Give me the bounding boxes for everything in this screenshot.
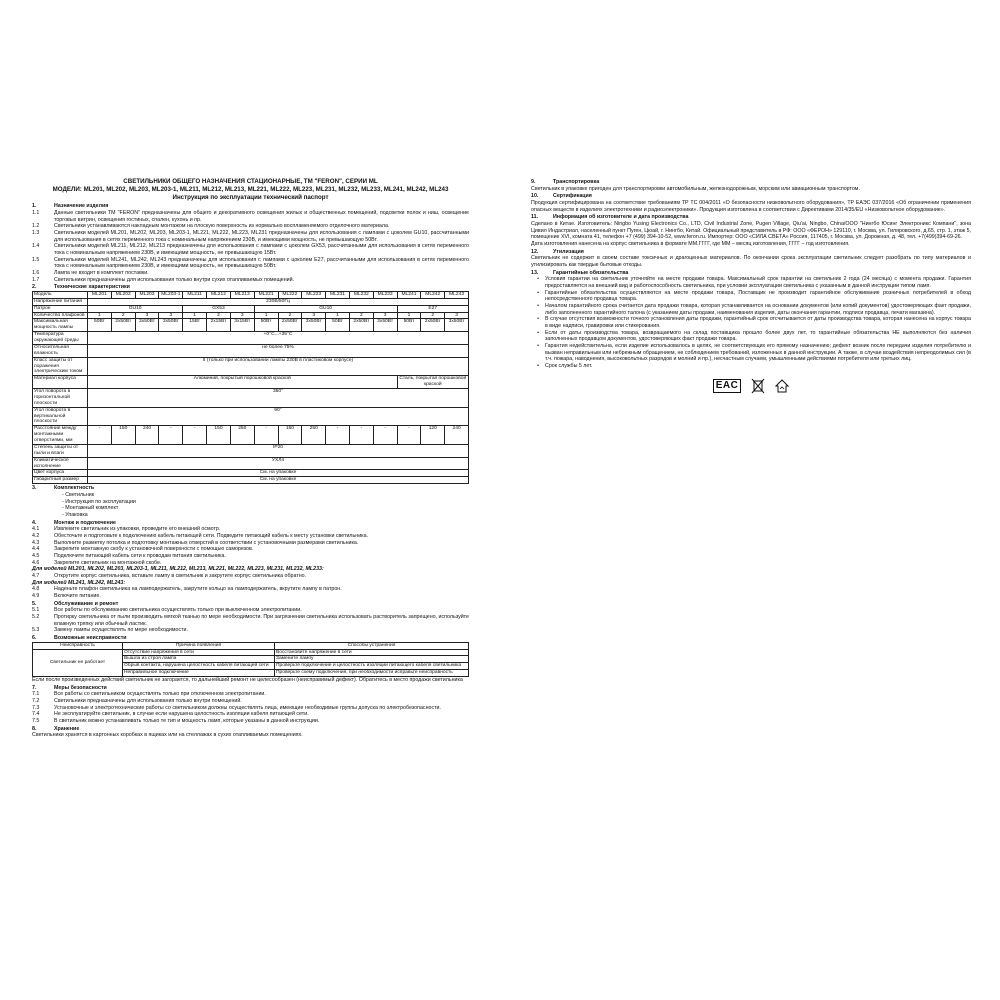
- item-text: Все работы по обслуживанию светильника осуществлять только при выключенном электропитании.: [54, 607, 302, 614]
- table-cell: -: [159, 426, 183, 445]
- bullet-icon: •: [537, 329, 539, 336]
- item-number: 7.3: [32, 704, 40, 711]
- table-cell: 2: [207, 312, 231, 319]
- table-cell: 3: [302, 312, 326, 319]
- table-cell: 2х15Вт: [207, 319, 231, 332]
- title-models: МОДЕЛИ: ML201, ML202, ML203, ML203-1, ML211, ML212, ML213, ML221, ML222, ML223, ML231, ML232, ML233, ML241, ML242, ML243: [52, 186, 449, 194]
- table-cell: -: [183, 426, 207, 445]
- table-cell: 1: [254, 312, 278, 319]
- table-row: Габаритный размер См. на упаковке: [33, 477, 469, 484]
- item-text: Закрепите светильник на монтажной скобе.: [54, 559, 162, 566]
- table-cell: 2х50Вт: [111, 319, 135, 332]
- table-row: Степень защиты от пыли и влаги IP20: [33, 444, 469, 457]
- item-number: 1.3: [32, 229, 40, 236]
- list-item: [531, 276, 971, 289]
- list-item: 4.8 Наденьте плафон светильника на ламподержатель, закрутите кольцо на ламподержатель, вкрутите лампу в патрон.: [32, 586, 342, 593]
- table-cell: 250: [230, 426, 254, 445]
- row-label: Количество плафонов: [33, 312, 88, 319]
- table-cell: -: [254, 426, 278, 445]
- item-text: Установочные и электротехнические работы со светильником должны осуществлять лица, имеющие необходимые группы допуска по электробезопасности.: [54, 704, 441, 711]
- list-item: [531, 290, 971, 303]
- models-note: Для моделей ML241, ML242, ML243:: [32, 579, 126, 586]
- table-row: Цвет корпуса См. на упаковке: [33, 470, 469, 477]
- column-header: ML223: [302, 291, 326, 298]
- table-cell: 1: [326, 312, 350, 319]
- table-cell: 1: [88, 312, 112, 319]
- section-heading: 2. Технические характеристики: [32, 284, 130, 291]
- table-cell: 2х50Вт: [421, 319, 445, 332]
- table-row: Светильник не работает Отсутствие напряжения в сети Восстановите напряжение в сети: [33, 649, 469, 656]
- list-item: [531, 303, 971, 316]
- section-5-items: [32, 607, 469, 634]
- item-number: 7.2: [32, 698, 40, 705]
- column-header: ML242: [421, 291, 445, 298]
- specs-table: [32, 291, 469, 484]
- list-item: - Светильник: [62, 491, 95, 498]
- item-text: Светильники моделей ML201, ML202, ML203, ML203-1, ML221, ML222, ML223, ML231 предназначены для использования с лампами с цоколем GU10, рассчитанными для использования в сетях переменного тока с номинальным напряжением 230В, и имеющими мощность, не превышающую 50Вт.: [54, 229, 469, 243]
- table-row: [33, 319, 469, 332]
- section-7-items: [32, 691, 469, 724]
- recycle-house-icon: [775, 379, 789, 393]
- section-heading: 3. Комплектность: [32, 485, 95, 492]
- models-note: Для моделей ML201, ML202, ML203, ML203-1, ML211, ML212, ML213, ML221, ML222, ML223, ML231, ML232, ML233:: [32, 566, 324, 573]
- section-4-items: [32, 526, 469, 566]
- table-cell: -: [397, 426, 421, 445]
- section-1-items: [32, 210, 469, 283]
- item-number: 5.1: [32, 607, 40, 614]
- column-header: ML203: [135, 291, 159, 298]
- table-cell: -: [349, 426, 373, 445]
- item-text: В светильник можно устанавливать только те тип и мощность ламп, которые указаны в данной инструкции.: [54, 718, 320, 725]
- warranty-text: Если от даты производства товара, возвращаемого на склад поставщика прошло более двух лет, то гарантийные обязательства НЕ выполняются без наличия заполненных продавцом документов, удостоверяющих факт продажи товара.: [545, 329, 971, 343]
- item-number: 4.4: [32, 546, 40, 553]
- warranty-text: Гарантийные обязательства осуществляются на месте продажи товара, Поставщик не производит гарантийное обслуживание розничных потребителей в обход непосредственного продавца товара.: [545, 289, 971, 303]
- warranty-list: [531, 276, 971, 369]
- table-row: [33, 291, 469, 298]
- table-row: Патрон GU10 GX53 GU10 E27: [33, 305, 469, 312]
- bullet-icon: •: [537, 276, 539, 283]
- item-number: 1.2: [32, 223, 40, 230]
- table-cell: 3х50Вт: [159, 319, 183, 332]
- storage-text: Светильники хранятся в картонных коробках в ящиках или на стеллажах в сухих отапливаемых помещениях.: [32, 732, 303, 739]
- table-cell: 120: [421, 426, 445, 445]
- table-cell: 50Вт: [397, 319, 421, 332]
- table-cell: 2: [421, 312, 445, 319]
- table-cell: 3х50Вт: [445, 319, 469, 332]
- list-item: - Упаковка: [62, 511, 88, 518]
- section-heading: 6. Возможные неисправности: [32, 634, 127, 641]
- warranty-text: В случае отсутствия возможности точного установления даты продажи, гарантийный срок отсчитывается от даты производства товара, которая нанесена на корпус товара в виде надписи, гравировки или стикерования.: [545, 316, 971, 330]
- section-heading: 1. Назначение изделия: [32, 203, 109, 210]
- table-row: Температура окружающей среды +0°С...+35°С: [33, 332, 469, 345]
- title-line: СВЕТИЛЬНИКИ ОБЩЕГО НАЗНАЧЕНИЯ СТАЦИОНАРНЫЕ, ТМ "FERON", СЕРИИ ML: [123, 178, 378, 185]
- item-text: Лампа не входит в комплект поставки.: [54, 269, 149, 276]
- table-cell: 3: [373, 312, 397, 319]
- table-cell: 3х50Вт: [302, 319, 326, 332]
- item-number: 5.2: [32, 613, 40, 620]
- item-text: Закрепите монтажную скобу к установочной поверхности с помощью саморезов.: [54, 546, 254, 553]
- faults-table: [32, 642, 469, 677]
- table-row: Класс защиты от поражения электрическим током II (только при использовании лампы 230В в пластиковом корпусе): [33, 357, 469, 376]
- item-number: 7.5: [32, 718, 40, 725]
- list-item: [531, 363, 971, 370]
- item-number: 1.6: [32, 269, 40, 276]
- bullet-icon: •: [537, 289, 539, 296]
- disposal-text: Светильник не содержит в своем составе токсичных и драгоценных материалов. По окончании срока эксплуатации светильник следует разобрать по типу материалов и утилизировать как твердые бытовые отходы.: [531, 255, 971, 269]
- title-subtitle: Инструкция по эксплуатации технический паспорт: [172, 194, 329, 202]
- bullet-icon: •: [537, 303, 539, 310]
- table-cell: 3х15Вт: [230, 319, 254, 332]
- table-row: Напряжение питания 230В/50Гц: [33, 298, 469, 305]
- table-row: [33, 426, 469, 445]
- item-number: 4.1: [32, 526, 40, 533]
- item-number: 4.6: [32, 559, 40, 566]
- transport-text: Светильник в упаковке пригоден для транспортировки автомобильным, железнодорожным, морским или авиационным транспортом.: [531, 185, 860, 192]
- table-row: Угол поворота в горизонтальной плоскости 350°: [33, 389, 469, 408]
- document-title: [32, 178, 469, 202]
- list-item: [32, 230, 469, 243]
- bullet-icon: •: [537, 343, 539, 350]
- warranty-text: Гарантия недействительна, если изделие использовалось в целях, не соответствующих его прямому назначению; дефект возник после передачи изделия потребителю и вызван неправильным или небрежным обращением, не соблюдением требований, изложенных в данной инструкции. А также, в случае воздействия непреодолимых сил (в т.ч. пожара, наводнения, высоковольтных разрядов и молний и пр.), несчастным случаем, умышленными действиями потребителя или третьих лиц.: [545, 343, 971, 363]
- column-header: ML213: [230, 291, 254, 298]
- column-header: ML232: [349, 291, 373, 298]
- item-text: Светильники устанавливаются накладным монтажом на плоскую поверхность из нормально воспламеняемого отделочного материала.: [54, 223, 390, 230]
- section-heading: 10. Сертификация: [531, 193, 592, 200]
- manufacturer-text: Сделано в Китае. Изготовитель: Ningbo Yusing Electronics Co., LTD, Civil Industrial Zone, Pugen Village, Qiu'ai, Ningbo, China/ООО "Нингбо Юсинг Электроникс Компани", зона Цивил Индастриал, населенный пункт Пуген, Цюай, г. Нингбо, Китай. Официальный представитель в РФ: ООО «ФЕРОН» 129110, г. Москва, ул. Гиляровского, д.65, стр. 1, этаж 5, помещение XVI, комната 41, телефон +7 (499) 394-10-52, www.feron.ru. Импортер: ООО «СИЛА СВЕТА» Россия, 117405, г. Москва, ул. Дорожная, д. 48, тел. +7(499)394-69-26.: [531, 221, 971, 241]
- item-number: 5.3: [32, 627, 40, 634]
- item-number: 7.4: [32, 711, 40, 718]
- table-cell: 2х50Вт: [349, 319, 373, 332]
- list-item: 4.7 Открутите корпус светильника, вставьте лампу в светильник и закрутите корпус светильника обратно.: [32, 572, 307, 579]
- list-item: [32, 526, 469, 533]
- column-header: ML201: [88, 291, 112, 298]
- item-number: 1.7: [32, 276, 40, 283]
- item-text: Не эксплуатируйте светильник, в случае если нарушена целостность изоляции кабеля питающей сети.: [54, 711, 309, 718]
- item-text: Выполните разметку потолка и подготовку монтажных отверстий в соответствии с установочными размерами светильника.: [54, 539, 359, 546]
- list-item: [32, 718, 469, 725]
- column-header: ML212: [207, 291, 231, 298]
- warranty-text: Началом гарантийного срока считается дата продажи товара, которая устанавливается на основании документов (или копий документов) удостоверяющих факт продажи, либо заполненного гарантийного талона (с указанием даты продажи, наименования изделия, даты окончания гарантии, подписи продавца, печати магазина).: [545, 303, 971, 316]
- table-cell: 3: [135, 312, 159, 319]
- table-cell: -: [373, 426, 397, 445]
- eac-mark-icon: EAC: [713, 379, 742, 394]
- table-cell: 1: [183, 312, 207, 319]
- item-number: 1.1: [32, 209, 40, 216]
- list-item: [32, 698, 469, 705]
- table-cell: 240: [445, 426, 469, 445]
- table-cell: 3х50Вт: [373, 319, 397, 332]
- table-cell: 3: [230, 312, 254, 319]
- table-row: Обрыв контакта, нарушена целостность кабеля питающей сети Проверьте подключение и целостность изоляции питающего кабеля светильника: [33, 663, 469, 670]
- row-label: Расстояние между монтажными отверстиями, мм: [33, 426, 88, 445]
- table-cell: 2х50Вт: [278, 319, 302, 332]
- list-item: [531, 343, 971, 363]
- column-header: ML231: [326, 291, 350, 298]
- table-cell: 1: [397, 312, 421, 319]
- column-header: ML211: [183, 291, 207, 298]
- table-cell: 50Вт: [326, 319, 350, 332]
- table-row: Неправильное подключение Проверьте схему подключения, при необходимости исправьте неисправность: [33, 670, 469, 677]
- column-header: ML241: [397, 291, 421, 298]
- list-item: [32, 210, 469, 223]
- crossed-bin-icon: [751, 378, 765, 394]
- table-cell: 150: [111, 426, 135, 445]
- table-cell: 2: [278, 312, 302, 319]
- item-text: Светильники предназначены для использования только внутри сухих отапливаемых помещений.: [54, 276, 295, 283]
- table-cell: 3: [159, 312, 183, 319]
- warranty-text: Условия гарантии на светильник уточняйте на месте продажи товара. Максимальный срок гарантии на светильник 2 года (24 месяца) с момента продажи. Гарантия предоставляется на внешний вид и работоспособность светильника, при условии эксплуатации светильника с указанным в данной инструкции типом ламп.: [545, 276, 971, 290]
- section-heading: 5. Обслуживание и ремонт: [32, 600, 119, 607]
- column-header: ML233: [373, 291, 397, 298]
- table-cell: 2: [111, 312, 135, 319]
- kit-list: [32, 492, 469, 519]
- table-cell: 50Вт: [88, 319, 112, 332]
- table-row: Относительная влажность не более 75%: [33, 344, 469, 357]
- item-text: Протирку светильника от пыли производить мягкой тканью по мере необходимости. При загрязнении светильника использовать растворитель запрещено, используйте влажную тряпку или обычный ластик.: [54, 613, 469, 627]
- section-heading: 8. Хранение: [32, 725, 80, 732]
- list-item: [32, 553, 469, 560]
- table-cell: -: [326, 426, 350, 445]
- bullet-icon: •: [537, 363, 539, 370]
- item-number: 7.1: [32, 691, 40, 698]
- table-cell: 2: [349, 312, 373, 319]
- warranty-text: Срок службы 5 лет.: [545, 363, 593, 370]
- list-item: [32, 546, 469, 553]
- section-heading: 11. Информация об изготовителе и дата производства: [531, 214, 689, 221]
- column-header: ML243: [445, 291, 469, 298]
- item-text: Обесточьте и подготовьте к подключению кабель питающей сети. Подведите питающий кабель к месту установки светильника.: [54, 532, 369, 539]
- table-row: Климатическое исполнение УХЛ4: [33, 457, 469, 470]
- list-item: [531, 316, 971, 329]
- list-item: - Инструкция по эксплуатации: [62, 498, 136, 505]
- section-heading: 7. Меры безопасности: [32, 684, 107, 691]
- item-number: 4.2: [32, 532, 40, 539]
- item-text: Все работы со светильником осуществлять только при отключенном электропитании.: [54, 691, 266, 698]
- list-item: [32, 607, 469, 614]
- table-cell: 240: [135, 426, 159, 445]
- right-column: [531, 178, 971, 394]
- section-heading: 12. Утилизация: [531, 248, 584, 255]
- date-note: Дата изготовления нанесена на корпус светильника в формате ММ.ГГГГ, где ММ – месяц изготовления, ГГГГ – год изготовления.: [531, 241, 850, 248]
- certification-text: Продукция сертифицирована на соответствие требованиям ТР ТС 004/2011 «О безопасности низковольтного оборудования», ТР ЕАЭС 037/2016 «Об ограничении применения опасных веществ в изделиях электротехники и радиоэлектроники». Продукция изготовлена в соответствии с Директивами 2014/35/EU «Низковольтное оборудование».: [531, 200, 971, 213]
- column-header: Модель: [33, 291, 88, 298]
- table-cell: 3х50Вт: [135, 319, 159, 332]
- column-header: ML222: [278, 291, 302, 298]
- item-number: 1.5: [32, 256, 40, 263]
- table-row: Угол поворота в вертикальной плоскости 90°: [33, 407, 469, 426]
- column-header: ML221: [254, 291, 278, 298]
- left-column: [32, 178, 469, 739]
- section-heading: 9. Транспортировка: [531, 179, 600, 185]
- row-label: Максимальная мощность лампы: [33, 319, 88, 332]
- table-row: [33, 312, 469, 319]
- list-item: - Монтажный комплект: [62, 505, 119, 512]
- table-row: Материал корпуса Алюминий, покрытый порошковой краской Сталь, покрытая порошковой краской: [33, 376, 469, 389]
- item-text: Светильники предназначены для использования только внутри помещений.: [54, 698, 242, 705]
- table-cell: 15Вт: [183, 319, 207, 332]
- bullet-icon: •: [537, 316, 539, 323]
- item-text: Данные светильники ТМ "FERON" предназначены для общего и декоративного освещения жилых и общественных помещений, подсветки полок и ниш, освещение торговых витрин, освещения гостиных, спален, кухонь и пр.: [54, 209, 469, 223]
- table-cell: 3: [445, 312, 469, 319]
- list-item: [32, 257, 469, 270]
- item-number: 4.5: [32, 552, 40, 559]
- list-item: [32, 614, 469, 627]
- table-cell: 150: [278, 426, 302, 445]
- column-header: ML203-1: [159, 291, 183, 298]
- list-item: [32, 243, 469, 256]
- faults-note: Если после произведенных действий светильник не загорается, то дальнейший ремонт не целесообразен (неисправимый дефект). Обратитесь в место продажи светильника: [32, 677, 463, 683]
- list-item: [32, 533, 469, 540]
- item-number: 1.4: [32, 243, 40, 250]
- list-item: [32, 223, 469, 230]
- certification-marks: [531, 378, 971, 394]
- column-header: ML202: [111, 291, 135, 298]
- table-row: Неисправность Причина появления Способы устранения: [33, 642, 469, 649]
- item-text: Светильники моделей ML211, ML212, ML213 предназначены для использования с лампами с цоколем GX53, рассчитанными для использования в сетях переменного тока с номинальным напряжением 230В, и имеющими мощность, не превышающую 15Вт.: [54, 243, 469, 256]
- list-item: [32, 270, 469, 277]
- list-item: [531, 330, 971, 343]
- table-cell: 150: [207, 426, 231, 445]
- item-text: Светильники моделей ML241, ML242, ML243 предназначены для использования с лампами с цоколем E27, рассчитанными для использования в сетях переменного тока с номинальным напряжением 230В, и имеющими мощность, не превышающую 50Вт.: [54, 256, 469, 270]
- table-cell: 50Вт: [254, 319, 278, 332]
- item-text: Подключите питающий кабель сети к проводам питания светильника.: [54, 552, 226, 559]
- table-row: Вышла из строя лампа Замените лампу: [33, 656, 469, 663]
- item-text: Замену лампы осуществлять по мере необходимости.: [54, 627, 188, 634]
- item-number: 4.3: [32, 539, 40, 546]
- list-item: [32, 627, 469, 634]
- list-item: [32, 691, 469, 698]
- table-cell: -: [88, 426, 112, 445]
- section-heading: 4. Монтаж и подключение: [32, 519, 116, 526]
- list-item: [32, 277, 469, 284]
- table-cell: 250: [302, 426, 326, 445]
- list-item: 4.9 Включите питание.: [32, 592, 101, 599]
- section-heading: 13. Гарантийные обязательства: [531, 269, 629, 276]
- item-text: Извлеките светильник из упаковки, проведите его внешний осмотр.: [54, 526, 221, 533]
